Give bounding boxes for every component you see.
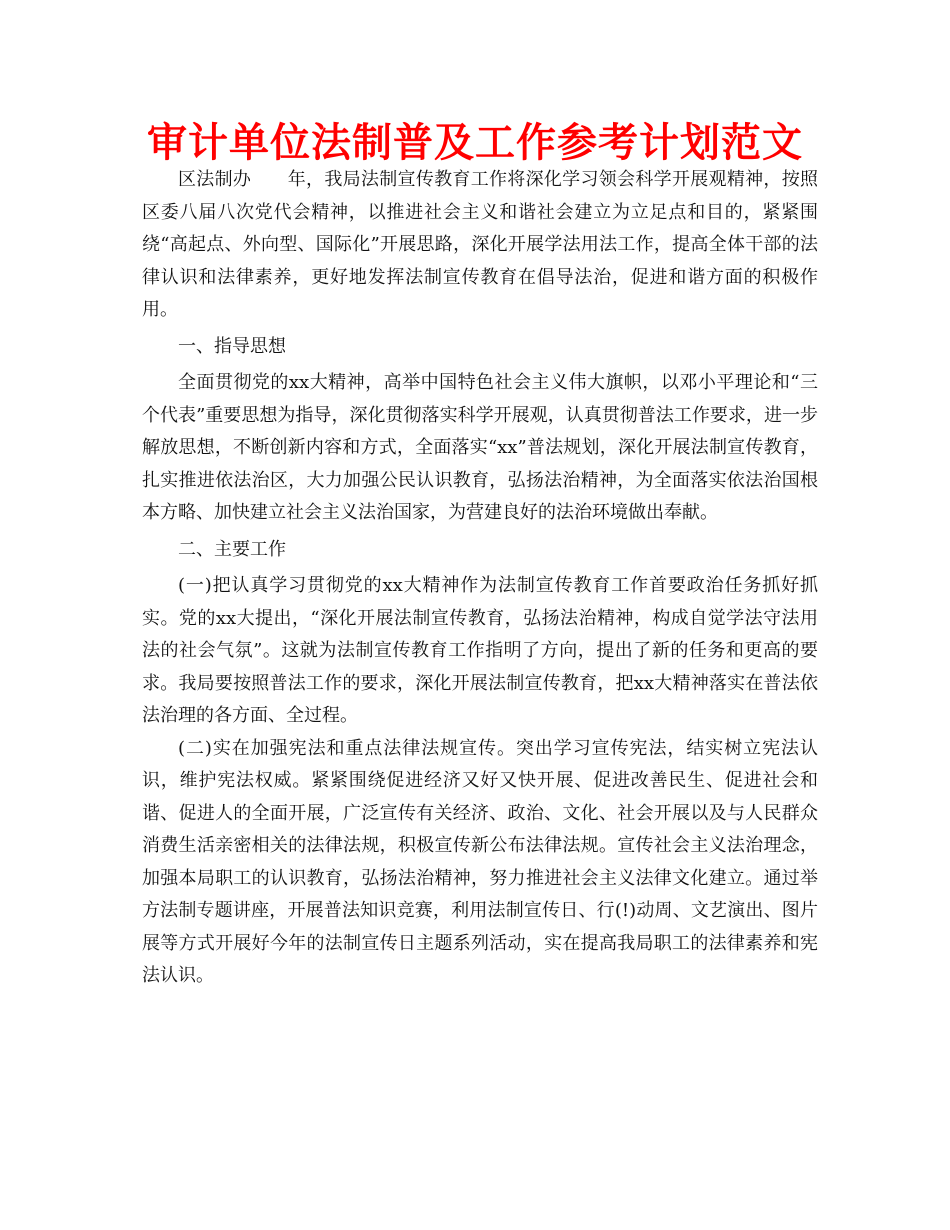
intro-paragraph: 区法制办 年，我局法制宣传教育工作将深化学习领会科学开展观精神，按照区委八届八次党代会精神，以推进社会主义和谐社会建立为立足点和目的，紧紧围绕“高起点、外向型、国际化”开展思路，深化开展学法用法工作，提高全体干部的法律认识和法律素养，更好地发挥法制宣传教育在倡导法治，促进和谐方面的积极作用。 — [142, 169, 818, 320]
main-work-item-1: (一)把认真学习贯彻党的xx大精神作为法制宣传教育工作首要政治任务抓好抓实。党的xx大提出，“深化开展法制宣传教育，弘扬法治精神，构成自觉学法守法用法的社会气氛”。这就为法制宣传教育工作指明了方向，提出了新的任务和更高的要求。我局要按照普法工作的要求，深化开展法制宣传教育，把xx大精神落实在普法依法治理的各方面、全过程。 — [142, 575, 818, 726]
document-title: 审计单位法制普及工作参考计划范文 — [147, 120, 803, 166]
guiding-thought-paragraph: 全面贯彻党的xx大精神，高举中国特色社会主义伟大旗帜，以邓小平理论和“三个代表”重要思想为指导，深化贯彻落实科学开展观，认真贯彻普法工作要求，进一步解放思想，不断创新内容和方式，全面落实“xx”普法规划，深化开展法制宣传教育，扎实推进依法治区，大力加强公民认识教育，弘扬法治精神，为全面落实依法治国根本方略、加快建立社会主义法治国家，为营建良好的法治环境做出奉献。 — [142, 372, 818, 523]
main-work-item-2: (二)实在加强宪法和重点法律法规宣传。突出学习宣传宪法，结实树立宪法认识，维护宪法权威。紧紧围绕促进经济又好又快开展、促进改善民生、促进社会和谐、促进人的全面开展，广泛宣传有关经济、政治、文化、社会开展以及与人民群众消费生活亲密相关的法律法规，积极宣传新公布法律法规。宣传社会主义法治理念，加强本局职工的认识教育，弘扬法治精神，努力推进社会主义法律文化建立。通过举方法制专题讲座，开展普法知识竞赛，利用法制宣传日、行(!)动周、文艺演出、图片展等方式开展好今年的法制宣传日主题系列活动，实在提高我局职工的法律素养和宪法认识。 — [142, 737, 818, 986]
section-heading-guiding-thought: 一、指导思想 — [178, 335, 286, 357]
section-heading-main-work: 二、主要工作 — [178, 538, 286, 560]
document-body — [142, 164, 818, 993]
